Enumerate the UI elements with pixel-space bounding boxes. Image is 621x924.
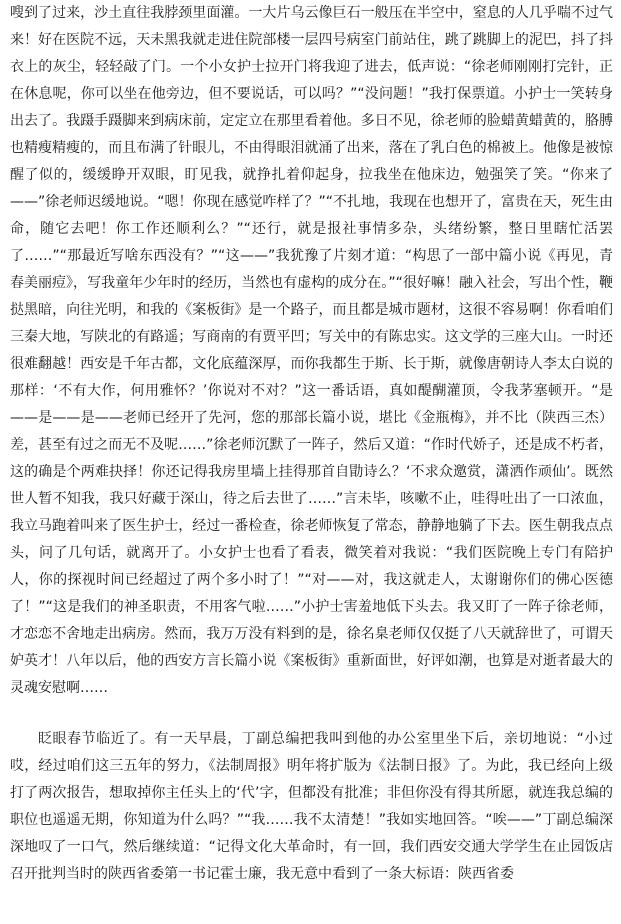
article-paragraph-2: 眨眼春节临近了。有一天早晨，丁副总编把我叫到他的办公室里坐下后，亲切地说：“小过哎，经过咱们这三五年的努力，《法制周报》明年将扩版为《法制日报》了。为此，我已经向上级打了两次报告，想取掉你主任头上的‘代’字，但都没有批准；非但你没有得其所愿，就连我总编的职位也遥遥无期，你知道为什么吗？”“我……我不太清楚！”我如实地回答。“唉——”丁副总编深深地叹了一口气，然后继续道：“记得文化大革命时，有一回，我们西安交通大学学生在止园饭店召开批判当时的陕西省委第一书记霍士廉，我无意中看到了一条大标语：陕西省委 [10,731,613,882]
paragraph-spacer [10,702,613,726]
article-page [10,0,613,924]
article-paragraph-1: 嗖到了过来，沙土直往我脖颈里面灌。一大片乌云像巨石一般压在半空中，窒息的人几乎喘不过气来！好在医院不远，天未黑我就走进住院部楼一层四号病室门前站住，跳了跳脚上的泥巴，抖了抖衣上的灰尘，轻轻敲了门。一个小女护士拉开门将我迎了进去，低声说：“徐老师刚刚打完针，正在休息呢，你可以坐在他旁边，但不要说话，可以吗？”“没问题！”我打保票道。小护士一笑转身出去了。我蹑手蹑脚来到病床前，定定立在那里看着他。多日不见，徐老师的脸蜡黄蜡黄的，胳膊也精瘦精瘦的，而且布满了针眼儿，不由得眼泪就涌了出来，落在了乳白色的棉被上。他像是被惊醒了似的，缓缓睁开双眼，盯见我，就挣扎着仰起身，拉我坐在他床边，勉强笑了笑。“你来了——”徐老师迟缓地说。“嗯！你现在感觉咋样了？”“不扎地，我现在也想开了，富贵在天，死生由命，随它去吧！你工作还顺利么？”“还行，就是报社事情多杂，头绪纷繁，整日里瞎忙活罢了……”“那最近写啥东西没有？”“这——”我犹豫了片刻才道：“构思了一部中篇小说《再见，青春美丽痘》，写我童年少年时的经历，当然也有虚构的成分在。”“很好嘛！融入社会，写出个性，鞭挞黑暗，向往光明，和我的《案板街》是一个路子，而且都是城市题材，这很不容易啊！你看咱们三秦大地，写陕北的有路遥；写商南的有贾平凹；写关中的有陈忠实。这文学的三座大山。一时还很难翻越！西安是千年古都，文化底蕴深厚，而你我都生于斯、长于斯，就像唐朝诗人李太白说的那样：‘不有大作，何用雅怀？’你说对不对？”这一番话语，真如醍醐灌顶，令我茅塞顿开。“是——是——是——老师已经开了先河，您的那部长篇小说，堪比《金瓶梅》，并不比（陕西三杰）差，甚至有过之而无不及呢……”徐老师沉默了一阵子，然后又道：“作时代娇子，还是成不朽者，这的确是个两难抉择！你还记得我房里墙上挂得那首自勖诗么？‘不求众邀赏，潇洒作顽仙’。既然世人暂不知我，我只好藏于深山，待之后去世了……”言未毕，咳嗽不止，哇得吐出了一口浓血，我立马跑着叫来了医生护士，经过一番检查，徐老师恢复了常态，静静地躺了下去。医生朝我点点头，问了几句话，就离开了。小女护士也看了看表，微笑着对我说：“我们医院晚上专门有陪护人，你的探视时间已经超过了两个多小时了！”“对——对，我这就走人，太谢谢你们的佛心医德了！”“这是我们的神圣职责，不用客气啦……”小护士害羞地低下头去。我又盯了一阵子徐老师，才恋恋不舍地走出病房。然而，我万万没有料到的是，徐名臬老师仅仅挺了八天就辞世了，可谓天妒英才！八年以后，他的西安方言长篇小说《案板街》重新面世，好评如潮，也算是对逝者最大的灵魂安慰啊…… [10,5,613,696]
